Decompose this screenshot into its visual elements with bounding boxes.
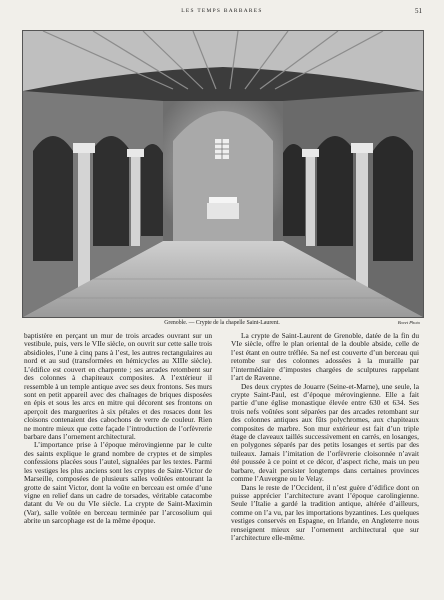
page-number: 51 — [415, 7, 422, 15]
right-paragraph-2: Des deux cryptes de Jouarre (Seine-et-Marne), une seule, la crypte Saint-Paul, est d’époque mérovingienne. Elle a fait partie d’une église monastique élevée entre 630 et 634. Ses trois nefs voûtées sont séparées par des arcades retombant sur des colonnes antiques aux fûts polychromes, aux chapiteaux composites de marbre. Son mur extérieur est fait d’un triple étage de claveaux taillés successivement en carrés, en losanges, en polygones séparés par des petits losanges et sertis par des tuileaux. Jamais l’imitation de l’orfèvrerie cloisonnée n’avait été poussée à ce point et ce décor, d’aspect riche, mais un peu barbare, devait persister longtemps dans certaines provinces comme l’Auvergne ou le Velay. — [231, 381, 419, 484]
left-paragraph-1: baptistère en perçant un mur de trois arcades ouvrant sur un vestibule, puis, vers le VIIe siècle, on ouvrit sur cette salle trois absidioles, l’une à cinq pans à l’est, les autres rectangulaires au nord et au sud (transformées en hémicycles au XIIIe siècle). L’édifice est couvert en charpente ; ses arcades retombent sur des colonnes à chapiteaux composites. A l’extérieur il ressemble à un temple antique avec ses deux frontons. Ses murs sont en petit appareil avec des chaînages de briques disposées en épis et sous les arcs en mitre qui décorent ses frontons on aperçoit des marguerites à six pétales et des rosaces dont les cloisons contenaient des cabochons de verre de couleur. Rien ne montre mieux que cette façade l’introduction de l’orfèvrerie barbare dans l’ornement architectural. — [24, 331, 212, 442]
right-column — [231, 332, 419, 543]
photo-credit: Bovet Photo — [397, 320, 420, 325]
running-title: LES TEMPS BARBARES — [181, 8, 263, 14]
left-paragraph-2: L’importance prise à l’époque mérovingienne par le culte des saints explique le grand nombre de cryptes et de simples confessions placées sous l’autel, signalées par les textes. Parmi les vestiges les plus anciens sont les cryptes de Saint-Victor de Marseille, composées de plusieurs salles voûtées entourant la grotte de saint Victor, dont la voûte en berceau est ornée d’une vigne en relief dans un cadre de torsades, véritable catacombe datant du Ve ou du VIe siècle. La crypte de Saint-Maximin (Var), salle voûtée en berceau terminée par l’arcosolium qui abrite un sarcophage est de la même époque. — [24, 440, 212, 526]
figure-caption: Grenoble. — Crypte de la chapelle Saint-Laurent. — [164, 320, 280, 326]
left-column — [24, 332, 212, 526]
crypt-photograph — [22, 30, 424, 318]
right-paragraph-1: La crypte de Saint-Laurent de Grenoble, datée de la fin du VIe siècle, offre le plan oriental de la double abside, celle de l’est étant en outre tréflée. Sa nef est couverte d’un berceau qui retombe sur des colonnes adossées à la muraille par l’intermédiaire d’impostes chargées de sculptures rappelant l’art de Ravenne. — [231, 331, 419, 383]
right-paragraph-3: Dans le reste de l’Occident, il n’est guère d’édifice dont on puisse apprécier l’architecture avant l’époque carolingienne. Seule l’Italie a gardé la tradition antique, altérée d’ailleurs, comme on l’a vu, par les importations byzantines. Les quelques vestiges conservés en Espagne, en Irlande, en Angleterre nous renseignent mieux sur l’ornement architectural que sur l’architecture elle-même. — [231, 482, 419, 543]
